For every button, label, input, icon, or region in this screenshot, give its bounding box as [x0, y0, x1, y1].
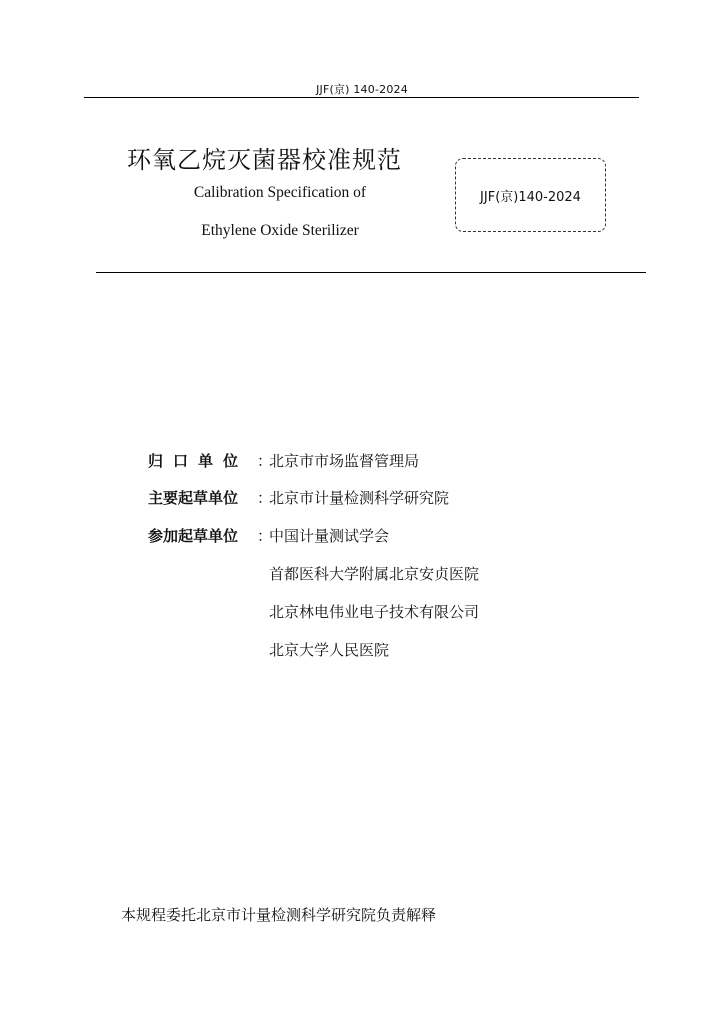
header-rule [84, 97, 639, 98]
info-row-participating-drafters [0, 525, 724, 547]
participating-drafter-4: 北京大学人民医院 [269, 641, 390, 659]
specification-code: JJF(京)140-2024 [480, 189, 581, 205]
participating-drafter-2: 首都医科大学附属北京安贞医院 [269, 565, 480, 583]
main-drafter-value: 北京市计量检测科学研究院 [269, 489, 450, 507]
info-row-participating-drafter-4 [0, 639, 724, 661]
info-row-participating-drafter-3 [0, 601, 724, 623]
header-code: JJF(京) 140-2024 [316, 83, 408, 96]
participating-drafters-colon: ： [257, 527, 273, 545]
participating-drafter-3: 北京林电伟业电子技术有限公司 [269, 603, 480, 621]
document-title-english-line1: Calibration Specification of [193, 184, 367, 201]
responsible-unit-value: 北京市市场监督管理局 [269, 452, 420, 470]
responsible-unit-label: 归口单位 [148, 452, 249, 470]
main-drafter-colon: ： [257, 489, 273, 507]
info-row-main-drafter [0, 487, 724, 509]
participating-drafters-label: 参加起草单位 [148, 527, 239, 545]
document-title-english-line2: Ethylene Oxide Sterilizer [201, 222, 359, 239]
participating-drafter-1: 中国计量测试学会 [269, 527, 390, 545]
responsible-unit-colon: ： [257, 452, 273, 470]
main-drafter-label: 主要起草单位 [148, 489, 239, 507]
specification-code-box [455, 158, 606, 232]
info-row-participating-drafter-2 [0, 563, 724, 585]
title-rule [96, 272, 646, 273]
document-title-chinese: 环氧乙烷灭菌器校准规范 [127, 146, 402, 174]
interpretation-note: 本规程委托北京市计量检测科学研究院负责解释 [121, 906, 437, 924]
info-row-responsible-unit [0, 450, 724, 472]
